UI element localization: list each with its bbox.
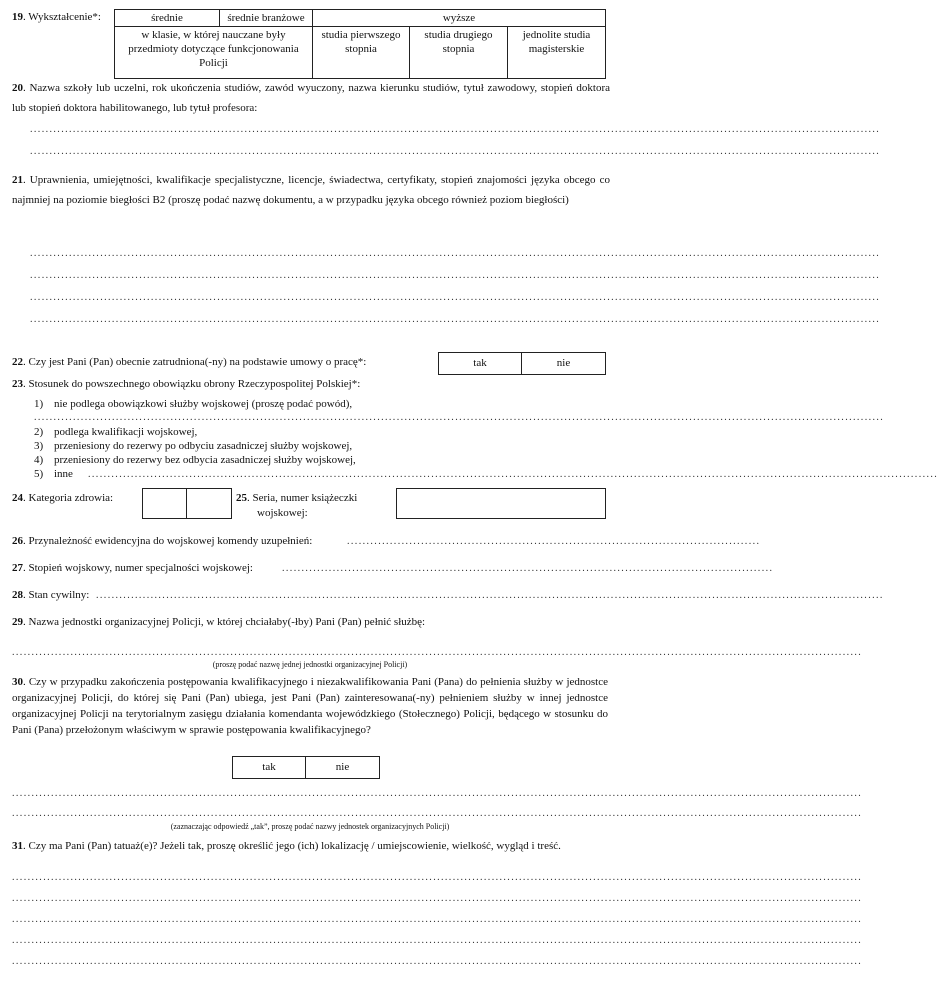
q28-answer-line[interactable]: .......................................................................................................................................................................................................... — [96, 590, 884, 601]
q26-question: 26. Przynależność ewidencyjna do wojskowej komendy uzupełnień: — [12, 535, 313, 547]
q19-label — [12, 11, 101, 25]
q25-question-line2: wojskowej: — [257, 507, 308, 519]
q30-no-option[interactable]: nie — [335, 761, 350, 773]
q20-question: 20. Nazwa szkoły lub uczelni, rok ukończenia studiów, zawód wyuczony, nazwa kierunku studiów, tytuł zawodowy, stopień doktora lub stopień doktora habilitowanego, lub tytuł profesora: — [12, 82, 610, 114]
q21-question: 21. Uprawnienia, umiejętności, kwalifikacje specjalistyczne, licencje, świadectwa, certyfikaty, stopień znajomości języka obcego co najmniej na poziomie biegłości B2 (proszę podać nazwę dokumentu, a w przypadku języka obcego również poziom biegłości) — [12, 174, 610, 206]
q29-note: (proszę podać nazwę jednej jednostki organizacyjnej Policji) — [212, 660, 408, 669]
q20-answer-line[interactable]: .......................................................................................................................................................................................................................... — [30, 124, 881, 135]
q30-yes-option[interactable]: tak — [233, 757, 306, 778]
q23-item-4[interactable]: 4) przeniesiony do rezerwy bez odbycia zasadniczej służby wojskowej, — [34, 454, 356, 466]
q30-note: (zaznaczając odpowiedź „tak”, proszę podać nazwy jednostek organizacyjnych Policji) — [170, 822, 450, 831]
health-category-box — [142, 488, 232, 519]
q19-number: 19 — [12, 11, 23, 23]
q31-answer-line[interactable]: .......................................................................................................................................................................................................................... — [12, 935, 863, 946]
edu-option-masters[interactable]: jednolite studia magisterskie — [508, 27, 606, 79]
q25-question: 25. Seria, numer książeczki — [236, 492, 358, 504]
q22-question: 22. Czy jest Pani (Pan) obecnie zatrudniona(-ny) na podstawie umowy o pracę*: — [12, 356, 367, 368]
q23-question: 23. Stosunek do powszechnego obowiązku obrony Rzeczypospolitej Polskiej*: — [12, 378, 361, 390]
q22-yes-no-box — [438, 352, 606, 375]
q21-answer-line[interactable]: .......................................................................................................................................................................................................................... — [30, 314, 881, 325]
q23-item-2[interactable]: 2) podlega kwalifikacji wojskowej, — [34, 426, 198, 438]
q30-question: 30. Czy w przypadku zakończenia postępowania kwalifikacyjnego i niezakwalifikowania Pani (Pana) do pełnienia służby w jednostce organizacyjnej Policji, do której się Pani (Pan) ubiega, jest Pani (Pan) zainteresowana(-ny) pełnieniem służby w innej jednostce organizacyjnej Policji na terytorialnym zasięgu działania komendanta wojewódzkiego (Stołecznego) Policji, będącego w stosunku do Pani (Pana) przełożonym właściwym w sprawie postępowania kwalifikacyjnego? — [12, 676, 608, 736]
q30-yes-no-box — [232, 756, 380, 779]
military-booklet-field[interactable] — [396, 488, 606, 519]
q24-question: 24. Kategoria zdrowia: — [12, 492, 114, 504]
edu-header-higher: wyższe — [313, 10, 606, 27]
q31-answer-line[interactable]: .......................................................................................................................................................................................................................... — [12, 893, 863, 904]
q23-reason-line[interactable]: .......................................................................................................................................................................................................................... — [34, 412, 885, 423]
q21-answer-line[interactable]: .......................................................................................................................................................................................................................... — [30, 248, 881, 259]
q31-answer-line[interactable]: .......................................................................................................................................................................................................................... — [12, 872, 863, 883]
q20-answer-line[interactable]: .......................................................................................................................................................................................................................... — [30, 146, 881, 157]
q31-answer-line[interactable]: .......................................................................................................................................................................................................................... — [12, 914, 863, 925]
q28-question: 28. Stan cywilny: — [12, 589, 90, 601]
edu-option-police-class[interactable]: w klasie, w której nauczane były przedmioty dotyczące funkcjonowania Policji — [115, 27, 313, 79]
edu-header-secondary: średnie — [115, 10, 220, 27]
q29-question: 29. Nazwa jednostki organizacyjnej Policji, w której chciałaby(-łby) Pani (Pan) pełnić służbę: — [12, 616, 426, 628]
edu-option-first-degree[interactable]: studia pierwszego stopnia — [313, 27, 410, 79]
q21-answer-line[interactable]: .......................................................................................................................................................................................................................... — [30, 292, 881, 303]
q22-no-option[interactable]: nie — [556, 357, 571, 369]
q23-item-1[interactable]: 1) nie podlega obowiązkowi służby wojskowej (proszę podać powód), — [34, 398, 353, 410]
health-category-cell-2[interactable] — [187, 489, 231, 518]
q26-answer-line[interactable]: .......................................................................................................... — [347, 536, 761, 547]
q23-item-5[interactable]: 5) inne — [34, 468, 73, 480]
q19-text: . Wykształcenie*: — [23, 11, 101, 23]
q27-answer-line[interactable]: .............................................................................................................................. — [282, 563, 774, 574]
q22-yes-option[interactable]: tak — [439, 353, 522, 374]
q30-answer-line[interactable]: .......................................................................................................................................................................................................................... — [12, 808, 863, 819]
q31-question: 31. Czy ma Pani (Pan) tatuaż(e)? Jeżeli tak, proszę określić jego (ich) lokalizację / umiejscowienie, wielkość, wygląd i treść. — [12, 840, 561, 852]
edu-option-second-degree[interactable]: studia drugiego stopnia — [410, 27, 508, 79]
q23-item-3[interactable]: 3) przeniesiony do rezerwy po odbyciu zasadniczej służby wojskowej, — [34, 440, 353, 452]
q21-answer-line[interactable]: .......................................................................................................................................................................................................................... — [30, 270, 881, 281]
edu-header-vocational: średnie branżowe — [220, 10, 313, 27]
q27-question: 27. Stopień wojskowy, numer specjalności wojskowej: — [12, 562, 253, 574]
q30-answer-line[interactable]: .......................................................................................................................................................................................................................... — [12, 788, 863, 799]
q29-answer-line[interactable]: .......................................................................................................................................................................................................................... — [12, 647, 863, 658]
health-category-cell-1[interactable] — [143, 489, 187, 518]
q31-answer-line[interactable]: .......................................................................................................................................................................................................................... — [12, 956, 863, 967]
education-table — [114, 9, 606, 79]
q23-other-line[interactable]: .......................................................................................................................................................................................................................... — [88, 469, 938, 480]
